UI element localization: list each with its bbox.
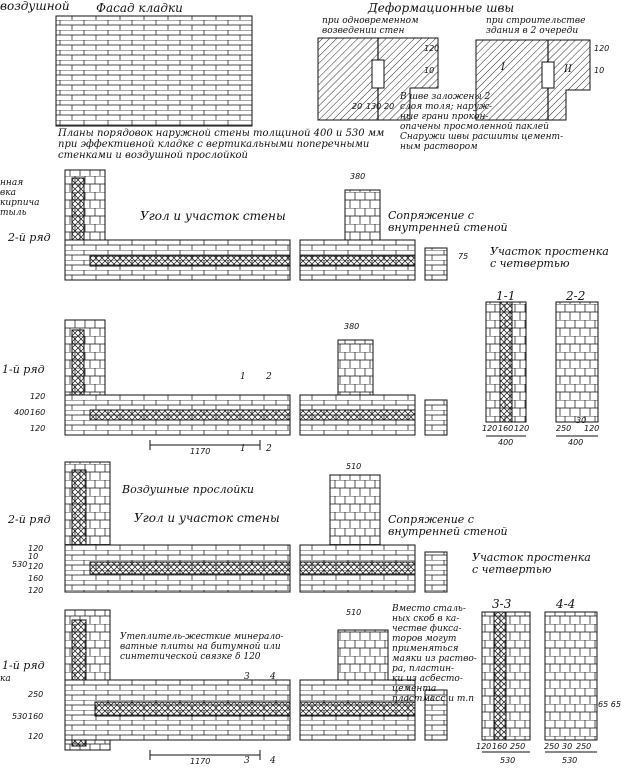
sec4-side-dims: 65 65 [598,700,621,709]
left-ka: ка [0,674,11,684]
plan-a-row1-junction [300,340,447,435]
total-530: 530 [12,560,28,569]
section-3-3 [482,612,530,740]
stack-b2-160: 160 [28,712,44,721]
plan-b-row2-corner [65,462,290,592]
stack-b-120b: 120 [28,562,44,571]
facade-brickwork [56,16,252,126]
section-1-1 [486,302,526,422]
stack-b-160: 160 [28,574,44,583]
sec1-total: 400 [498,438,514,447]
sec1-dim-120: 120 [482,424,498,433]
cut-mark-2: 2 [266,372,272,382]
total-400: 400 [14,408,30,417]
insulation-note: Утеплитель-жесткие минерало- ватные плиты на битумной или синтетической связке δ 120 [120,632,284,662]
section-4-4-label: 4-4 [556,597,576,611]
roman-numeral-1: I [501,62,505,73]
corner-label: воздушной [0,0,70,13]
junction-title-b: Сопряжение с внутренней стеной [388,513,508,538]
sec2-dim-30: 30 [576,416,587,425]
deform-note: В шве заложены 2 слоя толя; наруж- ные грани прокон- опачены просмоленной паклей Снаружи швы расшиты цемент- ным раствором [400,92,564,152]
dim-20: 20 [352,102,363,111]
corner-title-b: Угол и участок стены [134,511,280,525]
dim-130: 130 [366,102,382,111]
section-1-1-label: 1-1 [496,289,516,303]
sec1-dim-160: 160 [498,424,514,433]
total-530-b: 530 [12,712,28,721]
dim-20b: 20 [384,102,395,111]
cut-mark-4: 4 [270,672,276,682]
corner-title-a: Угол и участок стены [140,209,286,223]
sec4-dim-30: 30 [562,742,573,751]
cut-mark-1b: 1 [240,444,246,454]
dim-75: 75 [458,252,469,261]
width-380-top: 380 [350,172,366,181]
section-4-4 [545,612,597,740]
plan-a-row2-corner [65,170,290,280]
stack-a-120b: 120 [30,424,46,433]
cut-mark-4b: 4 [270,756,276,766]
stack-b2-120: 120 [28,732,44,741]
plans-title: Планы порядовок наружной стены толщиной 400 и 530 мм при эффективной кладке с вертикальными поперечными стенками и воздушной прослойкой [58,128,385,161]
deform-left-caption: при одновременном возведении стен [322,16,419,36]
dim-120: 120 [424,44,440,53]
sec4-total: 530 [562,756,578,765]
row-label-1b: 1-й ряд [2,659,45,672]
stack-b2-250: 250 [28,690,44,699]
sec3-dim-160: 160 [492,742,508,751]
sec2-dim-120: 120 [584,424,600,433]
replace-note: Вместо сталь- ных скоб в ка- честве фикса- торов могут применяться маяки из раство- ра, пластин- ки из асбесто- цемента пластмасс и т.п [392,604,477,704]
dim-1170-b: 1170 [190,757,211,766]
stack-b-120c: 120 [28,586,44,595]
sec3-dim-120: 120 [476,742,492,751]
cut-mark-1: 1 [240,372,246,382]
sec2-dim-250: 250 [556,424,572,433]
dim-120-r: 120 [594,44,610,53]
section-3-3-label: 3-3 [492,597,512,611]
sec3-dim-250: 250 [510,742,526,751]
roman-numeral-2: II [564,64,572,75]
air-gaps-label: Воздушные прослойки [122,483,254,496]
sec2-total: 400 [568,438,584,447]
section-2-2-label: 2-2 [566,289,586,303]
dim-10-r: 10 [594,66,605,75]
dim-1170-a: 1170 [190,447,211,456]
width-510-mid: 510 [346,608,362,617]
plan-b-row1-corner [65,610,290,750]
junction-title-a: Сопряжение с внутренней стеной [388,209,508,234]
pier-title-b: Участок простенка с четвертью [472,551,591,576]
pier-title-a: Участок простенка с четвертью [490,245,609,270]
width-510-top: 510 [346,462,362,471]
stack-b-120: 120 [28,544,44,553]
width-380-mid: 380 [344,322,360,331]
sec1-dim-120b: 120 [514,424,530,433]
sec4-dim-250b: 250 [576,742,592,751]
plan-a-row1-corner [65,320,290,435]
row-label-2a: 2-й ряд [8,231,51,244]
deform-right-caption: при строительстве здания в 2 очереди [486,16,586,36]
sec3-total: 530 [500,756,516,765]
row-label-1a: 1-й ряд [2,363,45,376]
row-label-2b: 2-й ряд [8,513,51,526]
cut-mark-3: 3 [244,672,250,682]
facade-title: Фасад кладки [96,1,183,15]
sec4-dim-250: 250 [544,742,560,751]
stack-b-10: 10 [28,552,39,561]
section-2-2 [556,302,598,422]
left-note: нная вка кирпича тыль [0,178,40,218]
stack-a-120: 120 [30,392,46,401]
plan-a-row2-junction [300,190,447,280]
stack-a-160: 160 [30,408,46,417]
dim-10: 10 [424,66,435,75]
deform-title: Деформационные швы [368,1,515,15]
cut-mark-2b: 2 [266,444,272,454]
cut-mark-3b: 3 [244,756,250,766]
